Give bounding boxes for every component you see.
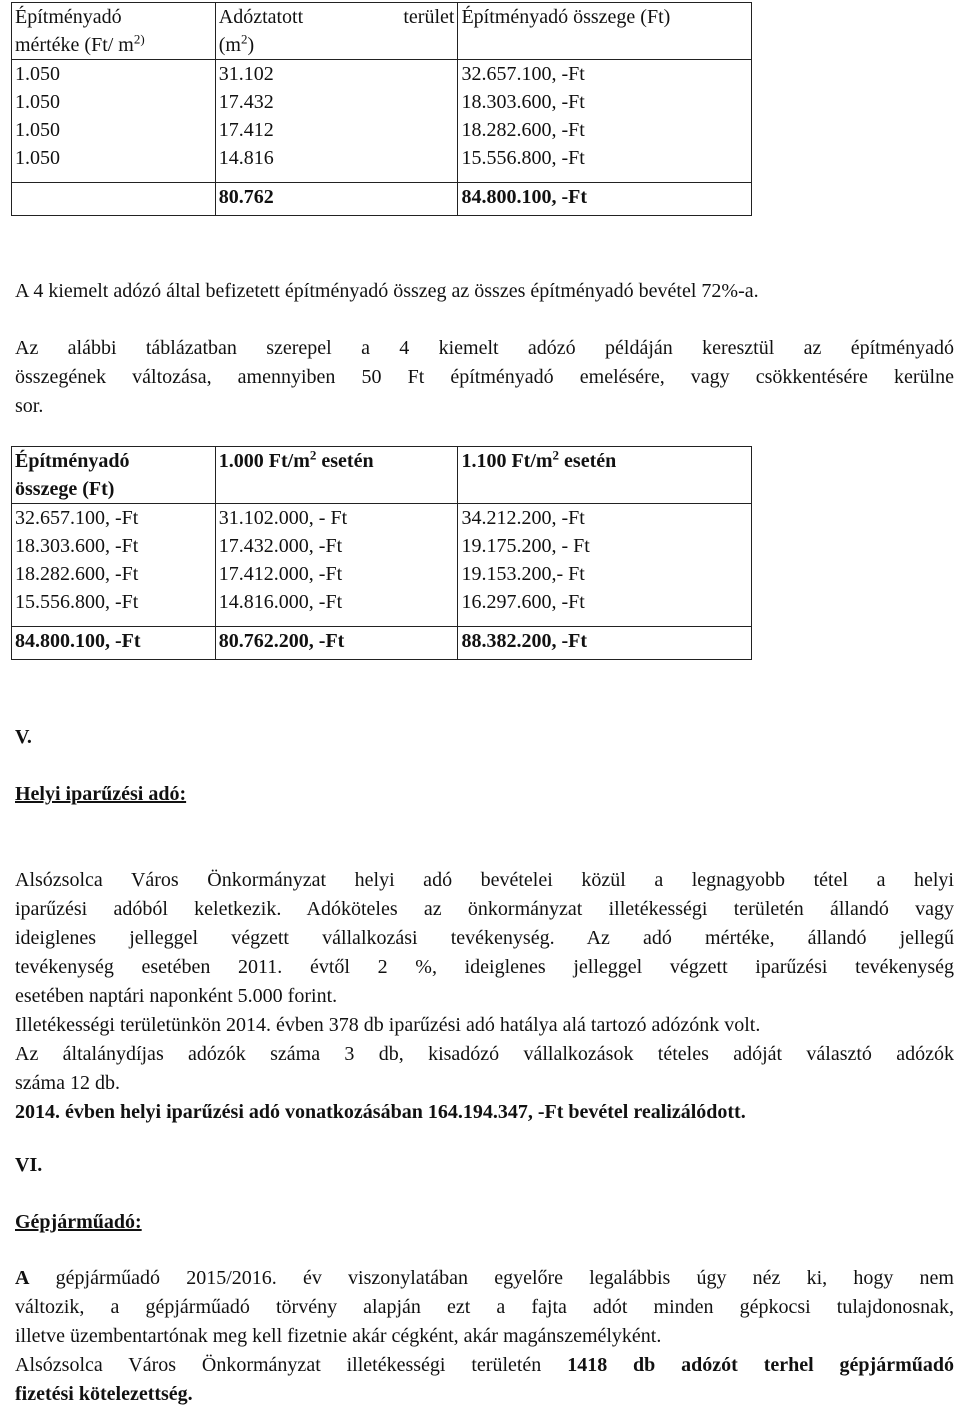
table-header-cell: Építményadó összege (Ft) — [12, 447, 216, 504]
table-header-cell: Építményadó összege (Ft) — [458, 3, 752, 60]
table-row: 18.282.600, -Ft 17.412.000, -Ft 19.153.200,- Ft — [12, 560, 752, 588]
table-row: 1.050 31.102 32.657.100, -Ft — [12, 60, 752, 89]
vehicle-tax-paragraph: A gépjárműadó 2015/2016. év viszonylatában egyelőre legalábbis úgy néz ki, hogy nem változik, a gépjárműadó törvény alapján ezt a fajta adót minden gépkocsi tulajdonosnak, illetve üzembentartónak meg kell fizetnie akár cégként, akár magánszemélyként. Alsózsolca Város Önkormányzat illetékességi területén 1418 db adózót terhel gépjárműadó fizetési kötelezettség. — [15, 1267, 954, 1405]
table-row: 18.303.600, -Ft 17.432.000, -Ft 19.175.200, - Ft — [12, 532, 752, 560]
revenue-summary: 2014. évben helyi iparűzési adó vonatkozásában 164.194.347, -Ft bevétel realizálódott. — [15, 1101, 746, 1123]
table-row: 32.657.100, -Ft 31.102.000, - Ft 34.212.200, -Ft — [12, 504, 752, 533]
rate-change-table — [11, 446, 752, 660]
tax-amount-table — [11, 2, 752, 216]
table-row: 1.050 14.816 15.556.800, -Ft — [12, 144, 752, 183]
business-tax-paragraph: Alsózsolca Város Önkormányzat helyi adó bevételei közül a legnagyobb tétel a helyi iparűzési adóból keletkezik. Adóköteles az önkormányzat illetékességi területén állandó vagy ideiglenes jelleggel végzett vállalkozási tevékenység. Az adó mértéke, állandó jellegű tevékenység esetében 2011. évtől 2 %, ideiglenes jelleggel végzett iparűzési tevékenység esetében naptári naponként 5.000 forint. Illetékességi területünkön 2014. évben 378 db iparűzési adó hatálya alá tartozó adózónk volt. Az általánydíjas adózók száma 3 db, kisadózó vállalkozások tételes adóját választó adózók száma 12 db. 2014. évben helyi iparűzési adó vonatkozásában 164.194.347, -Ft bevétel realizálódott. — [15, 866, 954, 1127]
table-header-cell: Építményadó mértéke (Ft/ $m^{2)}$ — [12, 3, 216, 60]
table-total-row: 80.762 84.800.100, -Ft — [12, 183, 752, 216]
section-title: Gépjárműadó: — [15, 1211, 142, 1233]
section-title: Helyi iparűzési adó: — [15, 783, 187, 805]
table-header-cell: 1.000 $Ft/m^2$ esetén — [215, 447, 458, 504]
table-header-cell: 1.100 $Ft/m^2$ esetén — [458, 447, 752, 504]
table-header-row — [12, 447, 752, 504]
table-row: 15.556.800, -Ft 14.816.000, -Ft 16.297.600, -Ft — [12, 588, 752, 627]
table-row: 1.050 17.412 18.282.600, -Ft — [12, 116, 752, 144]
table-total-row: 84.800.100, -Ft 80.762.200, -Ft 88.382.200, -Ft — [12, 627, 752, 660]
share-paragraph: A 4 kiemelt adózó által befizetett építményadó összeg az összes építményadó bevétel 72%-a. — [15, 280, 759, 302]
intro-paragraph: Az alábbi táblázatban szerepel a 4 kiemelt adózó példáján keresztül az építményadó összegének változása, amennyiben 50 Ft építményadó emelésére, vagy csökkentésére kerülne sor. — [15, 337, 954, 417]
table-header-row — [12, 3, 752, 60]
section-number: VI. — [15, 1154, 43, 1176]
section-number: V. — [15, 726, 32, 748]
table-header-cell: Adóztatott terület $(m^2)$ — [215, 3, 458, 60]
table-row: 1.050 17.432 18.303.600, -Ft — [12, 88, 752, 116]
